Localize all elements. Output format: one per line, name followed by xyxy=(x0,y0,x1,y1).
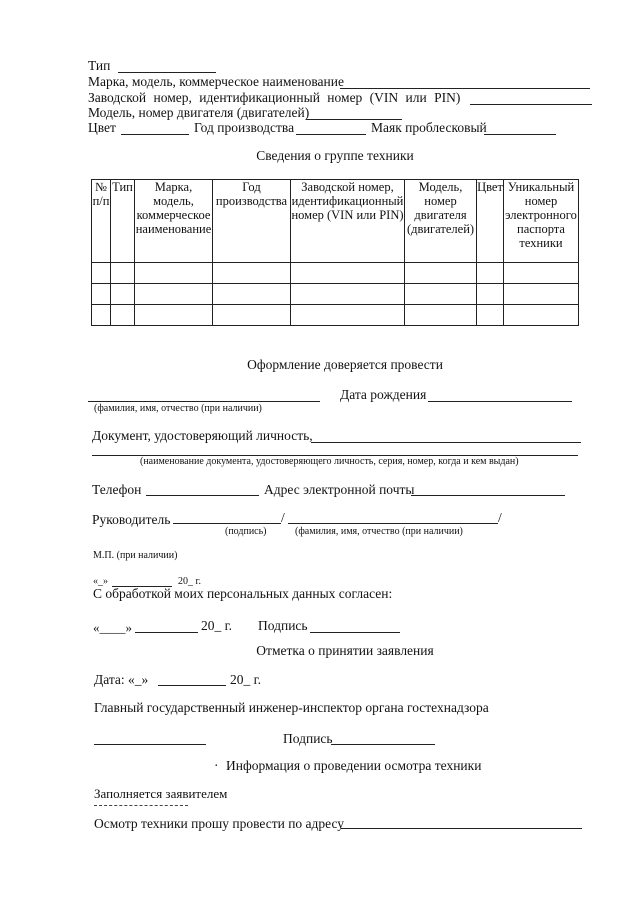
table-cell[interactable] xyxy=(405,263,477,284)
color-label: Цвет xyxy=(88,120,116,135)
consent-date-open: «____» xyxy=(93,620,132,635)
table-cell[interactable] xyxy=(111,284,135,305)
table-cell[interactable] xyxy=(92,305,111,326)
head-label: Руководитель xyxy=(92,512,171,527)
doc-field[interactable] xyxy=(311,442,581,443)
year-field[interactable] xyxy=(296,134,366,135)
col-header-color: Цвет xyxy=(477,180,504,263)
table-cell[interactable] xyxy=(111,263,135,284)
table-row xyxy=(92,263,579,284)
table-cell[interactable] xyxy=(135,263,213,284)
filled-by-divider xyxy=(94,805,188,806)
consent-text: С обработкой моих персональных данных согласен: xyxy=(93,586,393,601)
col-header-passport: Уникальный номер электронного паспорта техники xyxy=(504,180,579,263)
email-label: Адрес электронной почты xyxy=(264,482,415,497)
consent-sign-field[interactable] xyxy=(310,632,400,633)
col-header-type: Тип xyxy=(111,180,135,263)
table-cell[interactable] xyxy=(477,284,504,305)
table-cell[interactable] xyxy=(291,284,405,305)
serial-field[interactable] xyxy=(470,104,592,105)
acceptance-date-year: 20_ г. xyxy=(230,672,262,687)
consent-date-month-field[interactable] xyxy=(135,632,198,633)
head-sign-field[interactable] xyxy=(173,523,281,524)
head-date-year: 20_ г. xyxy=(178,576,201,587)
head-date-open: «_» xyxy=(93,576,108,587)
doc-label: Документ, удостоверяющий личность, xyxy=(92,428,313,443)
doc-hint: (наименование документа, удостоверяющего личность, серия, номер, когда и кем выдан) xyxy=(140,456,519,467)
table-cell[interactable] xyxy=(504,263,579,284)
filled-by-label: Заполняется заявителем xyxy=(94,786,228,801)
color-field[interactable] xyxy=(121,134,189,135)
serial-label: Заводской номер, идентификационный номер (VIN или PIN) xyxy=(88,90,461,105)
group-title: Сведения о группе техники xyxy=(256,148,414,163)
trust-title: Оформление доверяется провести xyxy=(247,357,443,372)
group-table xyxy=(91,179,579,326)
table-row xyxy=(92,305,579,326)
table-row xyxy=(92,284,579,305)
table-cell[interactable] xyxy=(504,305,579,326)
col-header-year: Год производства xyxy=(213,180,291,263)
inspection-bullet: · xyxy=(214,758,219,773)
email-field[interactable] xyxy=(411,495,565,496)
table-cell[interactable] xyxy=(504,284,579,305)
table-cell[interactable] xyxy=(405,305,477,326)
head-sign-hint: (подпись) xyxy=(225,526,267,537)
table-cell[interactable] xyxy=(111,305,135,326)
table-cell[interactable] xyxy=(213,305,291,326)
trust-fio-hint: (фамилия, имя, отчество (при наличии) xyxy=(94,403,262,414)
table-cell[interactable] xyxy=(291,305,405,326)
acceptance-sign-field[interactable] xyxy=(331,744,435,745)
table-cell[interactable] xyxy=(92,263,111,284)
col-header-number: № п/п xyxy=(92,180,111,263)
inspection-title: Информация о проведении осмотра техники xyxy=(226,758,482,773)
acceptance-title: Отметка о принятии заявления xyxy=(256,643,434,658)
engine-label: Модель, номер двигателя (двигателей) xyxy=(88,105,310,120)
phone-label: Телефон xyxy=(92,482,142,497)
table-cell[interactable] xyxy=(92,284,111,305)
acceptance-date-month-field[interactable] xyxy=(158,685,226,686)
beacon-label: Маяк проблесковый xyxy=(371,120,487,135)
inspector-label: Главный государственный инженер-инспектор органа гостехнадзора xyxy=(94,700,489,715)
col-header-engine: Модель, номер двигателя (двигателей) xyxy=(405,180,477,263)
head-fio-field[interactable] xyxy=(288,523,498,524)
consent-sign-label: Подпись xyxy=(258,618,308,633)
birth-label: Дата рождения xyxy=(340,387,427,402)
address-label: Осмотр техники прошу провести по адресу xyxy=(94,816,345,831)
table-cell[interactable] xyxy=(291,263,405,284)
consent-date-year: 20_ г. xyxy=(201,618,233,633)
type-label: Тип xyxy=(88,58,111,73)
brand-field[interactable] xyxy=(340,88,590,89)
phone-field[interactable] xyxy=(146,495,259,496)
table-cell[interactable] xyxy=(213,263,291,284)
table-cell[interactable] xyxy=(213,284,291,305)
table-cell[interactable] xyxy=(135,284,213,305)
head-fio-hint: (фамилия, имя, отчество (при наличии) xyxy=(295,526,463,537)
stamp-label: М.П. (при наличии) xyxy=(93,550,178,561)
table-cell[interactable] xyxy=(405,284,477,305)
col-header-serial: Заводской номер, идентификационный номер (VIN или PIN) xyxy=(291,180,405,263)
inspector-fio-field[interactable] xyxy=(94,744,206,745)
table-cell[interactable] xyxy=(477,305,504,326)
birth-field[interactable] xyxy=(428,401,572,402)
acceptance-date-label: Дата: «_» xyxy=(94,672,149,687)
group-table-header-row xyxy=(92,180,579,263)
address-field[interactable] xyxy=(341,828,582,829)
table-cell[interactable] xyxy=(477,263,504,284)
col-header-brand: Марка, модель, коммерческое наименование xyxy=(135,180,213,263)
type-field[interactable] xyxy=(118,72,216,73)
trust-fio-field[interactable] xyxy=(88,401,320,402)
head-slash: / xyxy=(281,510,285,525)
head-slash-end: / xyxy=(498,510,502,525)
table-cell[interactable] xyxy=(135,305,213,326)
year-label: Год производства xyxy=(194,120,295,135)
acceptance-sign-label: Подпись xyxy=(283,731,333,746)
beacon-field[interactable] xyxy=(484,134,556,135)
brand-label: Марка, модель, коммерческое наименование xyxy=(88,74,344,89)
